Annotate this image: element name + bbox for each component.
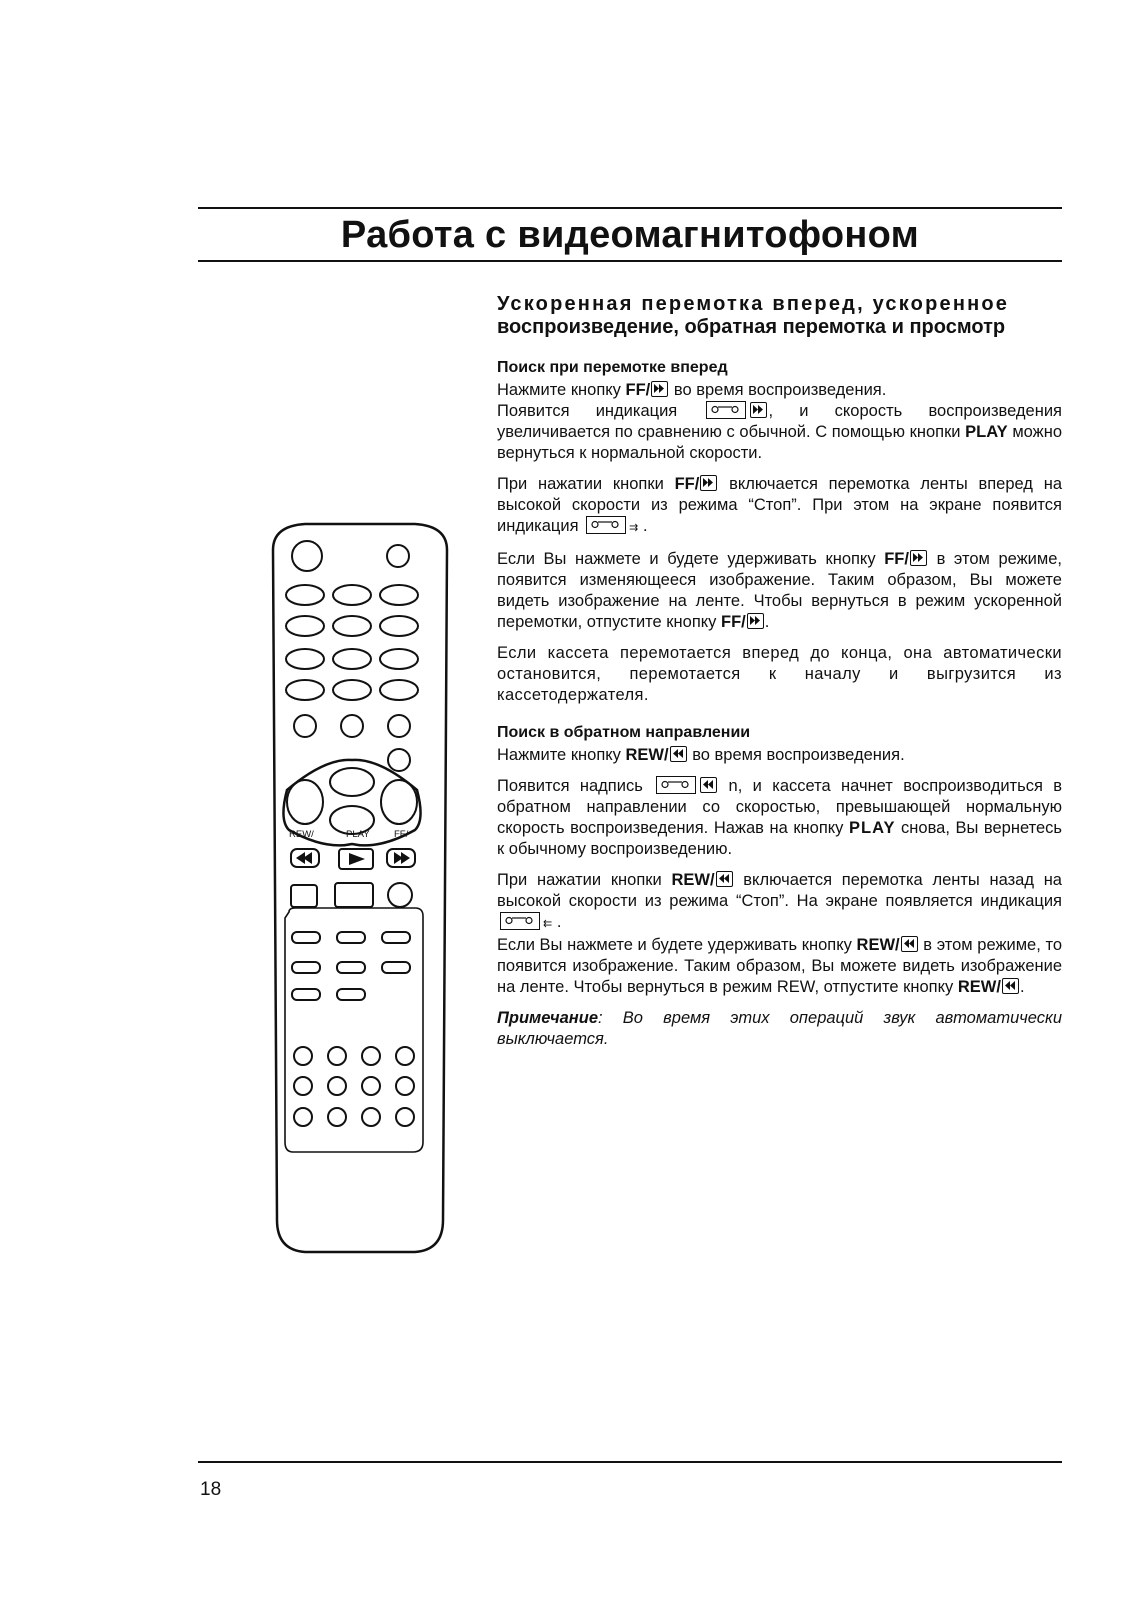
fast-forward-symbol: ⇉	[629, 522, 639, 534]
rew-icon	[716, 871, 733, 887]
cassette-icon	[500, 912, 540, 930]
main-content	[497, 293, 1062, 1050]
page-number: 18	[200, 1479, 222, 1500]
ff-paragraph-2: Появится индикация , и скорость воспроизведения увеличивается по сравнению с обычной. С помощью кнопки PLAY можно вернуться к нормальной скорости.	[497, 402, 1062, 462]
eject-button	[387, 545, 409, 567]
rew-paragraph-1: Нажмите кнопку REW/ во время воспроизведения.	[497, 746, 905, 764]
ff-icon	[651, 381, 668, 397]
remote-control-illustration	[265, 520, 455, 1260]
section-heading-line1: Ускоренная перемотка вперед, ускоренное	[497, 293, 1010, 315]
cassette-icon	[656, 776, 696, 794]
note	[497, 1008, 1062, 1050]
remote-play-label: PLAY	[346, 829, 370, 840]
rew-icon	[1002, 978, 1019, 994]
power-button	[292, 541, 322, 571]
ff-paragraph-4: Если Вы нажмете и будете удерживать кнопку FF/ в этом режиме, появится изменяющееся изображение. Таким образом, Вы можете видеть изображение на ленте. Чтобы вернуться в режим ускоренной перемотки, отпустите кнопку FF/ .	[497, 550, 1062, 631]
rew-icon	[901, 936, 918, 952]
remote-ff-label: FF/	[394, 829, 409, 840]
rew-paragraph-2: Появится надпись n, и кассета начнет воспроизводиться в обратном направлении со скоростью, превышающей нормальную скорость воспроизведения. Нажав на кнопку PLAY снова, Вы вернетесь к обычному воспроизведению.	[497, 777, 1063, 858]
ff-icon	[747, 613, 764, 629]
ff-paragraph-3: При нажатии кнопки FF/ включается перемотка ленты вперед на высокой скорости из режима “Стоп”. При этом на экране появится индикация ⇉ .	[497, 475, 1062, 535]
rew-icon	[700, 777, 717, 793]
top-rule	[198, 207, 1062, 209]
page-title: Работа с видеомагнитофоном	[340, 214, 920, 256]
ff-icon	[910, 550, 927, 566]
rew-icon	[670, 746, 687, 762]
title-rule	[198, 260, 1062, 262]
section-heading-line2: воспроизведение, обратная перемотка и просмотр	[497, 316, 1006, 338]
ff-search-heading: Поиск при перемотке вперед	[497, 359, 728, 376]
note-text: : Во время этих операций звук автоматически выключается.	[497, 1009, 1062, 1048]
ff-icon	[750, 402, 767, 418]
remote-rew-label: REW/	[289, 829, 314, 840]
section-heading	[497, 293, 1062, 339]
ff-icon	[700, 475, 717, 491]
rew-paragraph-4: Если Вы нажмете и будете удерживать кнопку REW/ в этом режиме, то появится изображение. Таким образом, Вы можете видеть изображение на ленте. Чтобы вернуться в режим REW, отпустите кнопку REW/ .	[497, 936, 1062, 996]
footer-rule	[198, 1461, 1062, 1463]
cassette-icon	[706, 401, 746, 419]
rew-search-heading: Поиск в обратном направлении	[497, 724, 751, 741]
rew-paragraph-3: При нажатии кнопки REW/ включается перемотка ленты назад на высокой скорости из режима “Стоп”. На экране появляется индикация ⇇ .	[497, 871, 1062, 931]
cassette-icon	[586, 516, 626, 534]
ff-paragraph-1: Нажмите кнопку FF/ во время воспроизведения.	[497, 381, 887, 399]
rewind-symbol: ⇇	[543, 918, 553, 930]
ff-paragraph-5: Если кассета перемотается вперед до конца, она автоматически остановится, перемотается к началу и выгрузится из кассетодержателя.	[497, 644, 1062, 704]
note-label: Примечание	[497, 1009, 599, 1027]
